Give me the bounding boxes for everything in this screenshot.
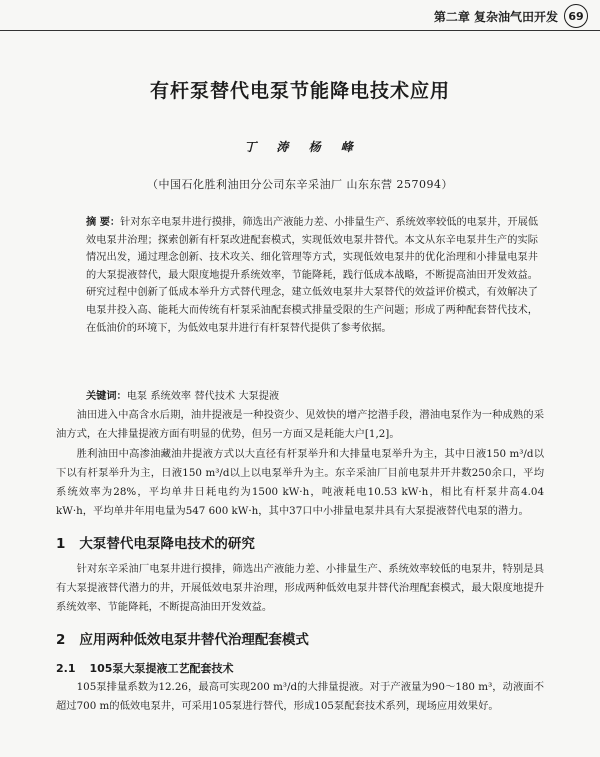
subsection-2-1-number: 2.1 bbox=[56, 661, 76, 675]
section-2-title: 应用两种低效电泵井替代治理配套模式 bbox=[79, 631, 309, 648]
paper-title: 有杆泵替代电泵节能降电技术应用 bbox=[149, 80, 450, 102]
body-text bbox=[56, 406, 544, 716]
subsection-2-1-title: 105泵大泵提液工艺配套技术 bbox=[89, 661, 234, 675]
section-2-number: 2 bbox=[56, 631, 66, 648]
abstract-label: 摘 要： bbox=[86, 216, 121, 228]
keywords-label: 关键词： bbox=[86, 390, 127, 402]
section-1-heading bbox=[56, 534, 544, 554]
running-header bbox=[434, 4, 588, 28]
subsection-2-1-heading bbox=[56, 660, 544, 678]
header-divider bbox=[0, 30, 600, 31]
affiliation: （中国石化胜利油田分公司东辛采油厂 山东东营 257094） bbox=[147, 178, 453, 191]
section-1-number: 1 bbox=[56, 535, 66, 552]
subsection-2-1-paragraph: 105泵排量系数为12.26，最高可实现200 m³/d的大排量提液。对于产液量为90～180 m³，动液面不超过700 m的低效电泵井，可采用105泵进行替代，形成105泵配套技术系列，现场应用效果好。 bbox=[56, 680, 544, 712]
keywords-text: 电泵 系统效率 替代技术 大泵提液 bbox=[126, 391, 280, 402]
keywords bbox=[86, 388, 538, 405]
abstract-text: 针对东辛电泵井进行摸排，筛选出产液能力差、小排量生产、系统效率较低的电泵井，开展低效电泵井治理；探索创新有杆泵改进配套模式，实现低效电泵井替代。本文从东辛电泵井生产的实际情况出发，通过理念创新、技术攻关、细化管理等方式，实现低效电泵井的优化治理和小排量电泵井的大泵提液替代，最大限度地提升系统效率，节能降耗，践行低成本战略，不断提高油田开发效益。研究过程中创新了低成本举升方式替代理念，建立低效电泵井大泵替代的效益评价模式，有效解决了电泵井投入高、能耗大而传统有杆泵采油配套模式排量受限的生产问题；形成了两种配套替代技术，在低油价的环境下，为低效电泵井进行有杆泵替代提供了参考依据。 bbox=[86, 217, 539, 334]
section-2-heading bbox=[56, 630, 544, 650]
authors: 丁 涛 杨 峰 bbox=[244, 140, 356, 154]
intro-paragraph-2: 胜利油田中高渗油藏油井提液方式以大直径有杆泵举升和大排量电泵举升为主，其中日液150 m³/d以下以有杆泵举升为主，日液150 m³/d以上以电泵举升为主。东辛采油厂目前电泵井开井数250余口，平均系统效率为28%，平均单井日耗电约为1500 kW·h，吨液耗电10.53 kW·h，相比有杆泵井高4.04 kW·h，平均单井年用电量为547 600 kW·h，其中37口中小排量电泵井具有大泵提液替代电泵的潜力。 bbox=[56, 447, 544, 518]
intro-paragraph-1: 油田进入中高含水后期，油井提液是一种投资少、见效快的增产挖潜手段，潜油电泵作为一种成熟的采油方式，在大排量提液方面有明显的优势，但另一方面又是耗能大户[1,2]。 bbox=[56, 409, 544, 441]
section-1-title: 大泵替代电泵降电技术的研究 bbox=[79, 535, 255, 552]
chapter-title: 第二章 复杂油气田开发 bbox=[433, 9, 558, 24]
section-1-paragraph: 针对东辛采油厂电泵井进行摸排，筛选出产液能力差、小排量生产、系统效率较低的电泵井，特别是具有大泵提液替代潜力的井，开展低效电泵井治理，形成两种低效电泵井替代治理配套模式，最大限度地提升系统效率、节能降耗，不断提高油田开发效益。 bbox=[56, 562, 544, 614]
page-number: 69 bbox=[564, 4, 588, 28]
abstract bbox=[86, 214, 538, 337]
